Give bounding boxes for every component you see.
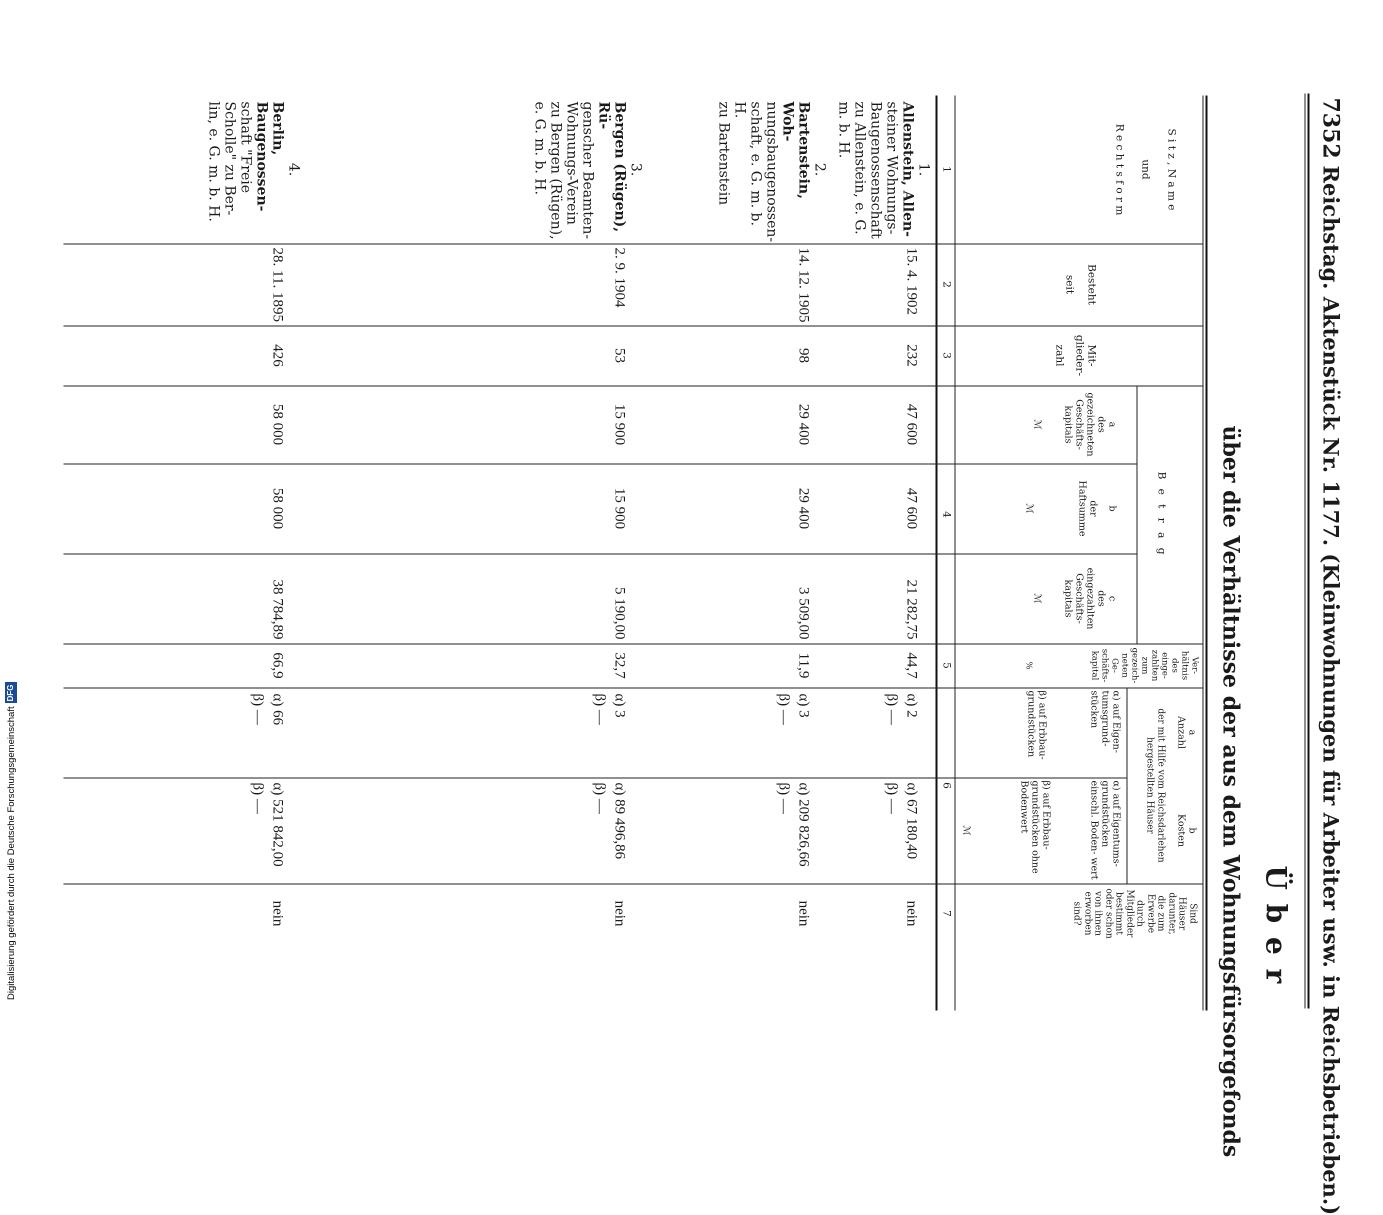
row1-cost-beta: β) —	[883, 782, 900, 814]
col-number-7: 7	[940, 910, 953, 917]
table-subtitle: über die Verhältnisse der aus dem Wohnungsfürsorgefonds	[1217, 425, 1244, 1158]
row1-number: 1.	[915, 162, 932, 177]
col6a-subheader: der mit Hilfe vom Reichsdarlehen hergestellten Häuser	[1144, 708, 1166, 863]
row4-liability: 58 000	[269, 487, 286, 530]
row2-acquired: nein	[795, 900, 812, 927]
row4-cost-beta: β) —	[249, 782, 266, 814]
row4-number: 4.	[285, 162, 302, 177]
col-number-3: 3	[940, 352, 953, 359]
col6b-header: b Kosten	[1175, 814, 1198, 847]
row4-houses-beta: β) —	[249, 693, 266, 725]
row3-since: 2. 9. 1904	[611, 247, 628, 308]
col7-header: Sind Häuser darunter, die zum Erwerbe durch Mitglieder bestimmt oder schon von ihnen erworben sind?	[1072, 888, 1198, 939]
row1-houses-alpha: α) 2	[903, 693, 920, 718]
row3-capital-subscribed: 15 900	[611, 403, 628, 446]
col6a-header: a Anzahl	[1175, 716, 1198, 749]
row4-capital-subscribed: 58 000	[269, 403, 286, 446]
row4-acquired: nein	[269, 900, 286, 927]
betrag-header: B e t r a g	[1155, 471, 1168, 558]
row2-capital-paid: 3 509,00	[795, 587, 812, 640]
row4-name: Berlin, Baugenossen- schaft "Freie Scholle" zu Ber- lin, e. G. m. b. H.	[205, 101, 286, 222]
row1-acquired: nein	[903, 900, 920, 927]
row4-ratio: 66,9	[269, 652, 286, 679]
col6a-alpha: α) auf Eigen- tumsgrund- stücken	[1088, 690, 1122, 753]
col6b-beta: β) auf Erbbau- grundstücken ohne Bodenwert	[1018, 780, 1052, 874]
row4-houses-alpha: α) 66	[269, 693, 286, 726]
col6a-beta: β) auf Erbbau- grundstücken	[1025, 690, 1048, 760]
running-title: Reichstag. Aktenstück Nr. 1177. (Kleinwohnungen für Arbeiter usw. in Reichsbetrieben.)	[1318, 165, 1344, 1215]
col-number-2: 2	[940, 281, 953, 288]
row1-name: Allenstein, Allen- steiner Wohnungs- Baugenossenschaft zu Allenstein, e. G. m. b. H.	[835, 101, 916, 239]
col1-header: S i t z , N a m e und R e c h t s f o r m	[1113, 123, 1178, 216]
row3-acquired: nein	[611, 900, 628, 927]
row1-houses-beta: β) —	[883, 693, 900, 725]
row1-cost-alpha: α) 67 180,40	[903, 782, 920, 860]
row2-houses-beta: β) —	[775, 693, 792, 725]
row1-members: 232	[903, 344, 920, 367]
row4-since: 28. 11. 1895	[269, 247, 286, 322]
row2-number: 2.	[811, 162, 828, 177]
row2-houses-alpha: α) 3	[795, 693, 812, 718]
row1-capital-paid: 21 282,75	[903, 579, 920, 640]
col-number-1: 1	[940, 166, 953, 173]
page-number: 7352	[1317, 97, 1344, 159]
row1-capital-subscribed: 47 600	[903, 403, 920, 446]
row4-capital-paid: 38 784,89	[269, 579, 286, 640]
row3-houses-beta: β) —	[591, 693, 608, 725]
rotated-document	[0, 26, 1358, 1215]
col4c-header: c des eingezahlten Geschäfts- kapitals ℳ	[1031, 567, 1118, 630]
row2-ratio: 11,9	[795, 652, 812, 679]
row2-cost-beta: β) —	[775, 782, 792, 814]
row1-ratio: 44,7	[903, 652, 920, 679]
col-number-4: 4	[940, 511, 953, 518]
row3-number: 3.	[627, 162, 644, 177]
dfg-logo: DFG	[6, 684, 16, 702]
row1-since: 15. 4. 1902	[903, 247, 920, 315]
row2-capital-subscribed: 29 400	[795, 403, 812, 446]
col4b-header: b der Haftsumme ℳ	[1023, 480, 1118, 537]
row2-cost-alpha: α) 209 826,66	[795, 782, 812, 867]
row3-members: 53	[611, 348, 628, 363]
col6b-alpha: α) auf Eigentums- grundstücken einschl. Boden- wert	[1088, 780, 1122, 880]
col5-header: Ver- hältnis des einge- zahlten zum gezeich- neten Ge- schäfts- kapital %	[1023, 647, 1200, 684]
row4-cost-alpha: α) 521 842,00	[269, 782, 286, 867]
col2-header: Besteht seit	[1063, 264, 1098, 305]
row3-cost-beta: β) —	[591, 782, 608, 814]
col6b-unit: ℳ	[960, 825, 972, 836]
table-top-rule	[1206, 96, 1208, 1011]
row2-members: 98	[795, 348, 812, 363]
digitization-note: Digitalisierung gefördert durch die Deutsche ForschungsgemeinschaftDFG	[6, 684, 17, 1000]
table-heading: Ü b e r	[1259, 865, 1293, 986]
row3-name: Bergen (Rügen), Rü- genscher Beamten- Wohnungs-Verein zu Bergen (Rügen), e. G. m. b. H.	[531, 101, 628, 240]
head-rule-thin	[1305, 94, 1306, 1009]
col3-header: Mit- glieder- zahl	[1053, 334, 1098, 377]
row2-name: Bartenstein, Woh- nungsbaugenossen- schaft, e. G. m. b. H. zu Bartenstein	[715, 101, 812, 243]
row3-liability: 15 900	[611, 487, 628, 530]
head-rule	[1308, 94, 1310, 1009]
col-number-5: 5	[940, 662, 953, 669]
row3-houses-alpha: α) 3	[611, 693, 628, 718]
row3-capital-paid: 5 190,00	[611, 587, 628, 640]
row3-cost-alpha: α) 89 496,86	[611, 782, 628, 860]
digitization-sidebar	[0, 600, 22, 1000]
row3-ratio: 32,7	[611, 652, 628, 679]
row1-liability: 47 600	[903, 487, 920, 530]
row2-since: 14. 12. 1905	[795, 247, 812, 323]
col-number-6: 6	[940, 782, 953, 789]
col4a-header: a des gezeichneten Geschäfts- kapitals ℳ	[1031, 392, 1118, 457]
row4-members: 426	[269, 344, 286, 367]
row2-liability: 29 400	[795, 487, 812, 530]
